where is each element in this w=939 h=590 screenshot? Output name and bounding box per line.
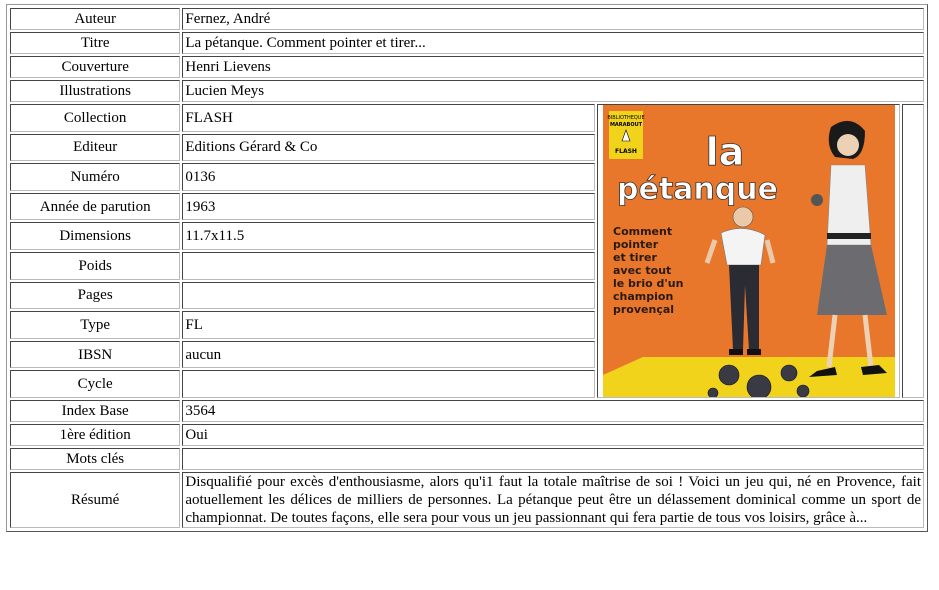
book-record-table	[8, 6, 926, 530]
cover-title-line2: pétanque	[616, 172, 778, 207]
cover-series-flash: FLASH	[614, 148, 637, 155]
value-numero: 0136	[182, 163, 595, 191]
row-index-base	[10, 400, 924, 422]
value-poids	[182, 252, 595, 280]
label-poids: Poids	[10, 252, 180, 280]
row-mots-cles	[10, 448, 924, 470]
cover-subtitle-4: avec tout	[612, 264, 671, 277]
label-premiere-edition: 1ère édition	[10, 424, 180, 446]
cover-subtitle-5: le brio d'un	[612, 277, 683, 290]
cover-subtitle-3: et tirer	[612, 251, 657, 264]
value-type: FL	[182, 311, 595, 339]
value-cycle	[182, 370, 595, 398]
value-ibsn: aucun	[182, 341, 595, 369]
label-mots-cles: Mots clés	[10, 448, 180, 470]
value-couverture: Henri Lievens	[182, 56, 924, 78]
cover-subtitle-6: champion	[612, 290, 673, 303]
value-index-base: 3564	[182, 400, 924, 422]
label-type: Type	[10, 311, 180, 339]
value-annee: 1963	[182, 193, 595, 221]
value-mots-cles	[182, 448, 924, 470]
label-couverture: Couverture	[10, 56, 180, 78]
label-illustrations: Illustrations	[10, 80, 180, 102]
cover-series-line1: BIBLIOTHEQUE	[606, 115, 645, 121]
cover-subtitle-7: provençal	[612, 303, 674, 316]
book-record-frame	[6, 4, 928, 532]
row-collection	[10, 104, 924, 132]
empty-side-cell	[902, 104, 924, 398]
label-ibsn: IBSN	[10, 341, 180, 369]
cover-series-line2: MARABOUT	[609, 122, 642, 128]
value-titre: La pétanque. Comment pointer et tirer...	[182, 32, 924, 54]
cover-title-line1: la	[705, 130, 744, 174]
value-auteur: Fernez, André	[182, 8, 924, 30]
value-premiere-edition: Oui	[182, 424, 924, 446]
cover-subtitle-2: pointer	[612, 238, 658, 251]
cover-subtitle-1: Comment	[612, 225, 672, 238]
label-annee: Année de parution	[10, 193, 180, 221]
label-auteur: Auteur	[10, 8, 180, 30]
cover-cell	[597, 104, 900, 398]
label-cycle: Cycle	[10, 370, 180, 398]
label-collection: Collection	[10, 104, 180, 132]
value-resume: Disqualifié pour excès d'enthousiasme, alors qu'i1 faut la totale maîtrise de soi ! Voici un jeu qui, né en Provence, fait aotuellement les délices de milliers de personnes. La pétanque peut être un délassement dominical comme un sport de championnat. De toutes façons, elle sera pour vous un jeu passionnant qui fera partie de tous vos loisirs, grâce à...	[182, 472, 924, 528]
row-auteur	[10, 8, 924, 30]
row-illustrations	[10, 80, 924, 102]
row-resume	[10, 472, 924, 528]
value-dimensions: 11.7x11.5	[182, 222, 595, 250]
value-editeur: Editions Gérard & Co	[182, 134, 595, 162]
value-illustrations: Lucien Meys	[182, 80, 924, 102]
label-editeur: Editeur	[10, 134, 180, 162]
row-premiere-edition	[10, 424, 924, 446]
label-index-base: Index Base	[10, 400, 180, 422]
label-titre: Titre	[10, 32, 180, 54]
row-titre	[10, 32, 924, 54]
label-resume: Résumé	[10, 472, 180, 528]
value-collection: FLASH	[182, 104, 595, 132]
row-couverture	[10, 56, 924, 78]
value-pages	[182, 282, 595, 310]
label-pages: Pages	[10, 282, 180, 310]
label-numero: Numéro	[10, 163, 180, 191]
book-cover-image	[603, 105, 895, 397]
label-dimensions: Dimensions	[10, 222, 180, 250]
